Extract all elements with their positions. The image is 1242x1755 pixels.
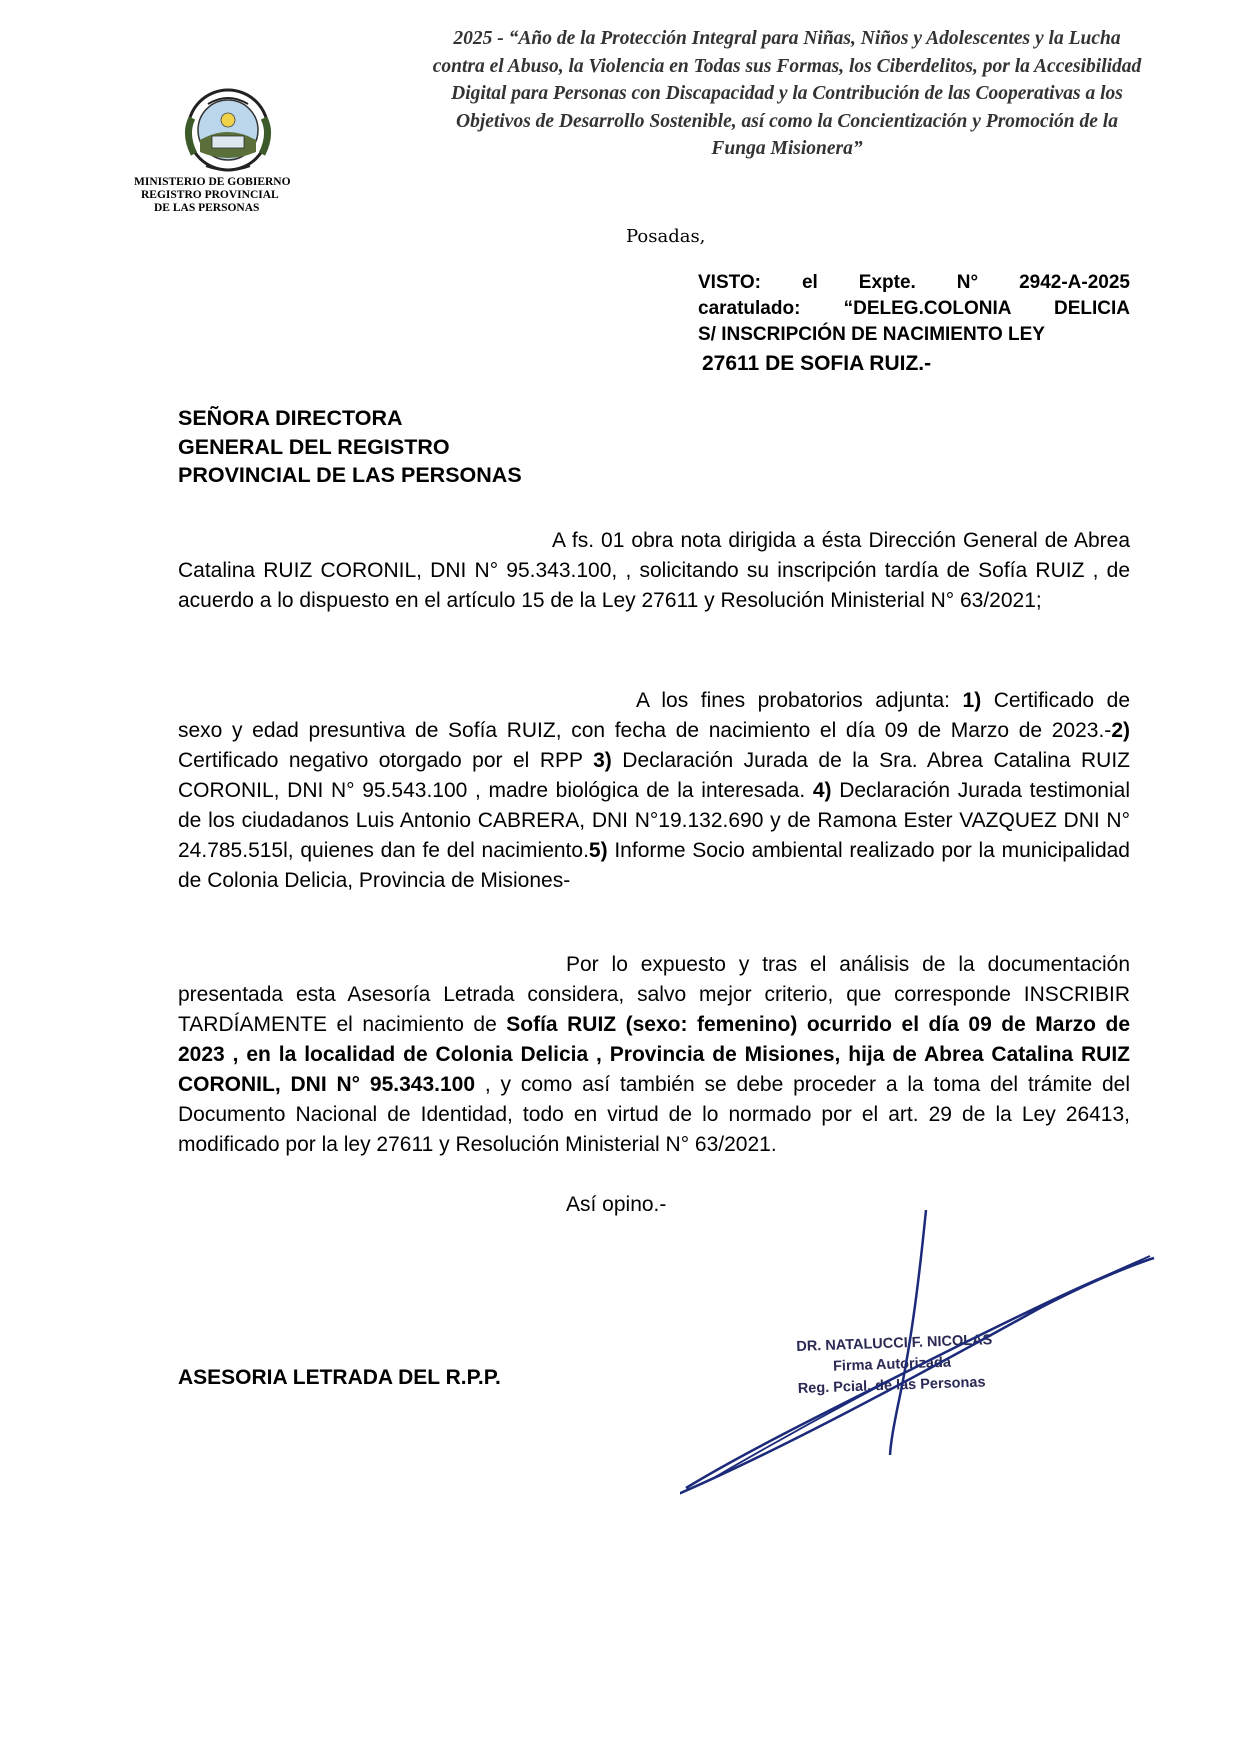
addressee-block — [178, 404, 522, 490]
addressee-line: GENERAL DEL REGISTRO — [178, 434, 450, 459]
paragraph-filing: A fs. 01 obra nota dirigida a ésta Dirección General de Abrea Catalina RUIZ CORONIL, DNI N° 95.343.100, , solicitando su inscripción tardía de Sofía RUIZ , de acuerdo a lo dispuesto en el artículo 15 de la Ley 27611 y Resolución Ministerial N° 63/2021; — [178, 529, 1130, 612]
handwritten-signature — [680, 1210, 1170, 1500]
addressee-line: SEÑORA DIRECTORA — [178, 406, 403, 430]
text: Certificado negativo otorgado por el RPP — [178, 749, 594, 772]
visto-line: VISTO: el Expte. N° 2942-A-2025 — [698, 272, 1130, 293]
closing-line: Así opino.- — [566, 1193, 667, 1216]
ministry-header — [134, 176, 334, 215]
text: Declaración Jurada testimonial de los ciudadanos Luis Antonio CABRERA, DNI N°19.132.690 y de Ramona Ester VAZQUEZ DNI N° 24.785.515l, quienes dan fe del nacimiento. — [178, 779, 1130, 862]
text: A los fines probatorios adjunta: — [636, 689, 963, 712]
item-number: 5) — [588, 839, 608, 862]
visto-line: caratulado: “DELEG.COLONIA DELICIA — [698, 298, 1130, 319]
stamp-line: Firma Autorizada — [832, 1354, 952, 1375]
ministry-line: MINISTERIO DE GOBIERNO — [134, 176, 291, 188]
stamp-line: Reg. Pcial. de las Personas — [797, 1374, 986, 1397]
visto-line: 27611 DE SOFIA RUIZ.- — [702, 352, 932, 375]
item-number: 1) — [962, 689, 982, 712]
bold-text: Sofía RUIZ (sexo: femenino) ocurrido el día 09 de Marzo de 2023 , en la localidad de Colonia Delicia , Provincia de Misiones, hija de Abrea Catalina RUIZ CORONIL, DNI N° 95.343.100 — [178, 1013, 1130, 1096]
office-signature-label: ASESORIA LETRADA DEL R.P.P. — [178, 1366, 501, 1389]
city-date: Posadas, — [626, 226, 706, 247]
text: Declaración Jurada de la Sra. Abrea Catalina RUIZ CORONIL, DNI N° 95.543.100 , madre biológica de la interesada. — [178, 749, 1130, 802]
item-number: 3) — [593, 749, 612, 772]
paragraph-evidence — [178, 686, 1130, 896]
stamp-line: DR. NATALUCCI F. NICOLAS — [796, 1332, 993, 1355]
visto-line: S/ INSCRIPCIÓN DE NACIMIENTO LEY — [698, 324, 1045, 345]
text: Por lo expuesto y tras el análisis de la documentación presentada esta Asesoría Letrada considera, salvo mejor criterio, que corresponde INSCRIBIR TARDÍAMENTE el nacimiento de — [178, 953, 1130, 1036]
visto-block — [698, 270, 1130, 377]
province-seal — [178, 78, 278, 178]
text: Certificado de sexo y edad presuntiva de Sofía RUIZ, con fecha de nacimiento el día 09 de Marzo de 2023.- — [178, 689, 1131, 742]
item-number: 2) — [1111, 719, 1130, 742]
year-motto: 2025 - “Año de la Protección Integral para Niñas, Niños y Adolescentes y la Lucha contra el Abuso, la Violencia en Todas sus Formas, los Ciberdelitos, por la Accesibilidad Digital para Personas con Discapacidad y la Contribución de las Cooperativas a los Objetivos de Desarrollo Sostenible, así como la Concientización y Promoción de la Funga Misionera” — [432, 28, 1142, 159]
item-number: 4) — [812, 779, 832, 802]
text: Informe Socio ambiental realizado por la municipalidad de Colonia Delicia, Provincia de Misiones- — [178, 839, 1130, 892]
ministry-line: REGISTRO PROVINCIAL — [141, 189, 279, 201]
text: , y como así también se debe proceder a la toma del trámite del Documento Nacional de Identidad, todo en virtud de lo normado por el art. 29 de la Ley 26413, modificado por la ley 27611 y Resolución Ministerial N° 63/2021. — [178, 1073, 1130, 1156]
addressee-line: PROVINCIAL DE LAS PERSONAS — [178, 463, 522, 487]
ministry-line: DE LAS PERSONAS — [154, 202, 260, 214]
paragraph-resolution — [178, 950, 1130, 1160]
